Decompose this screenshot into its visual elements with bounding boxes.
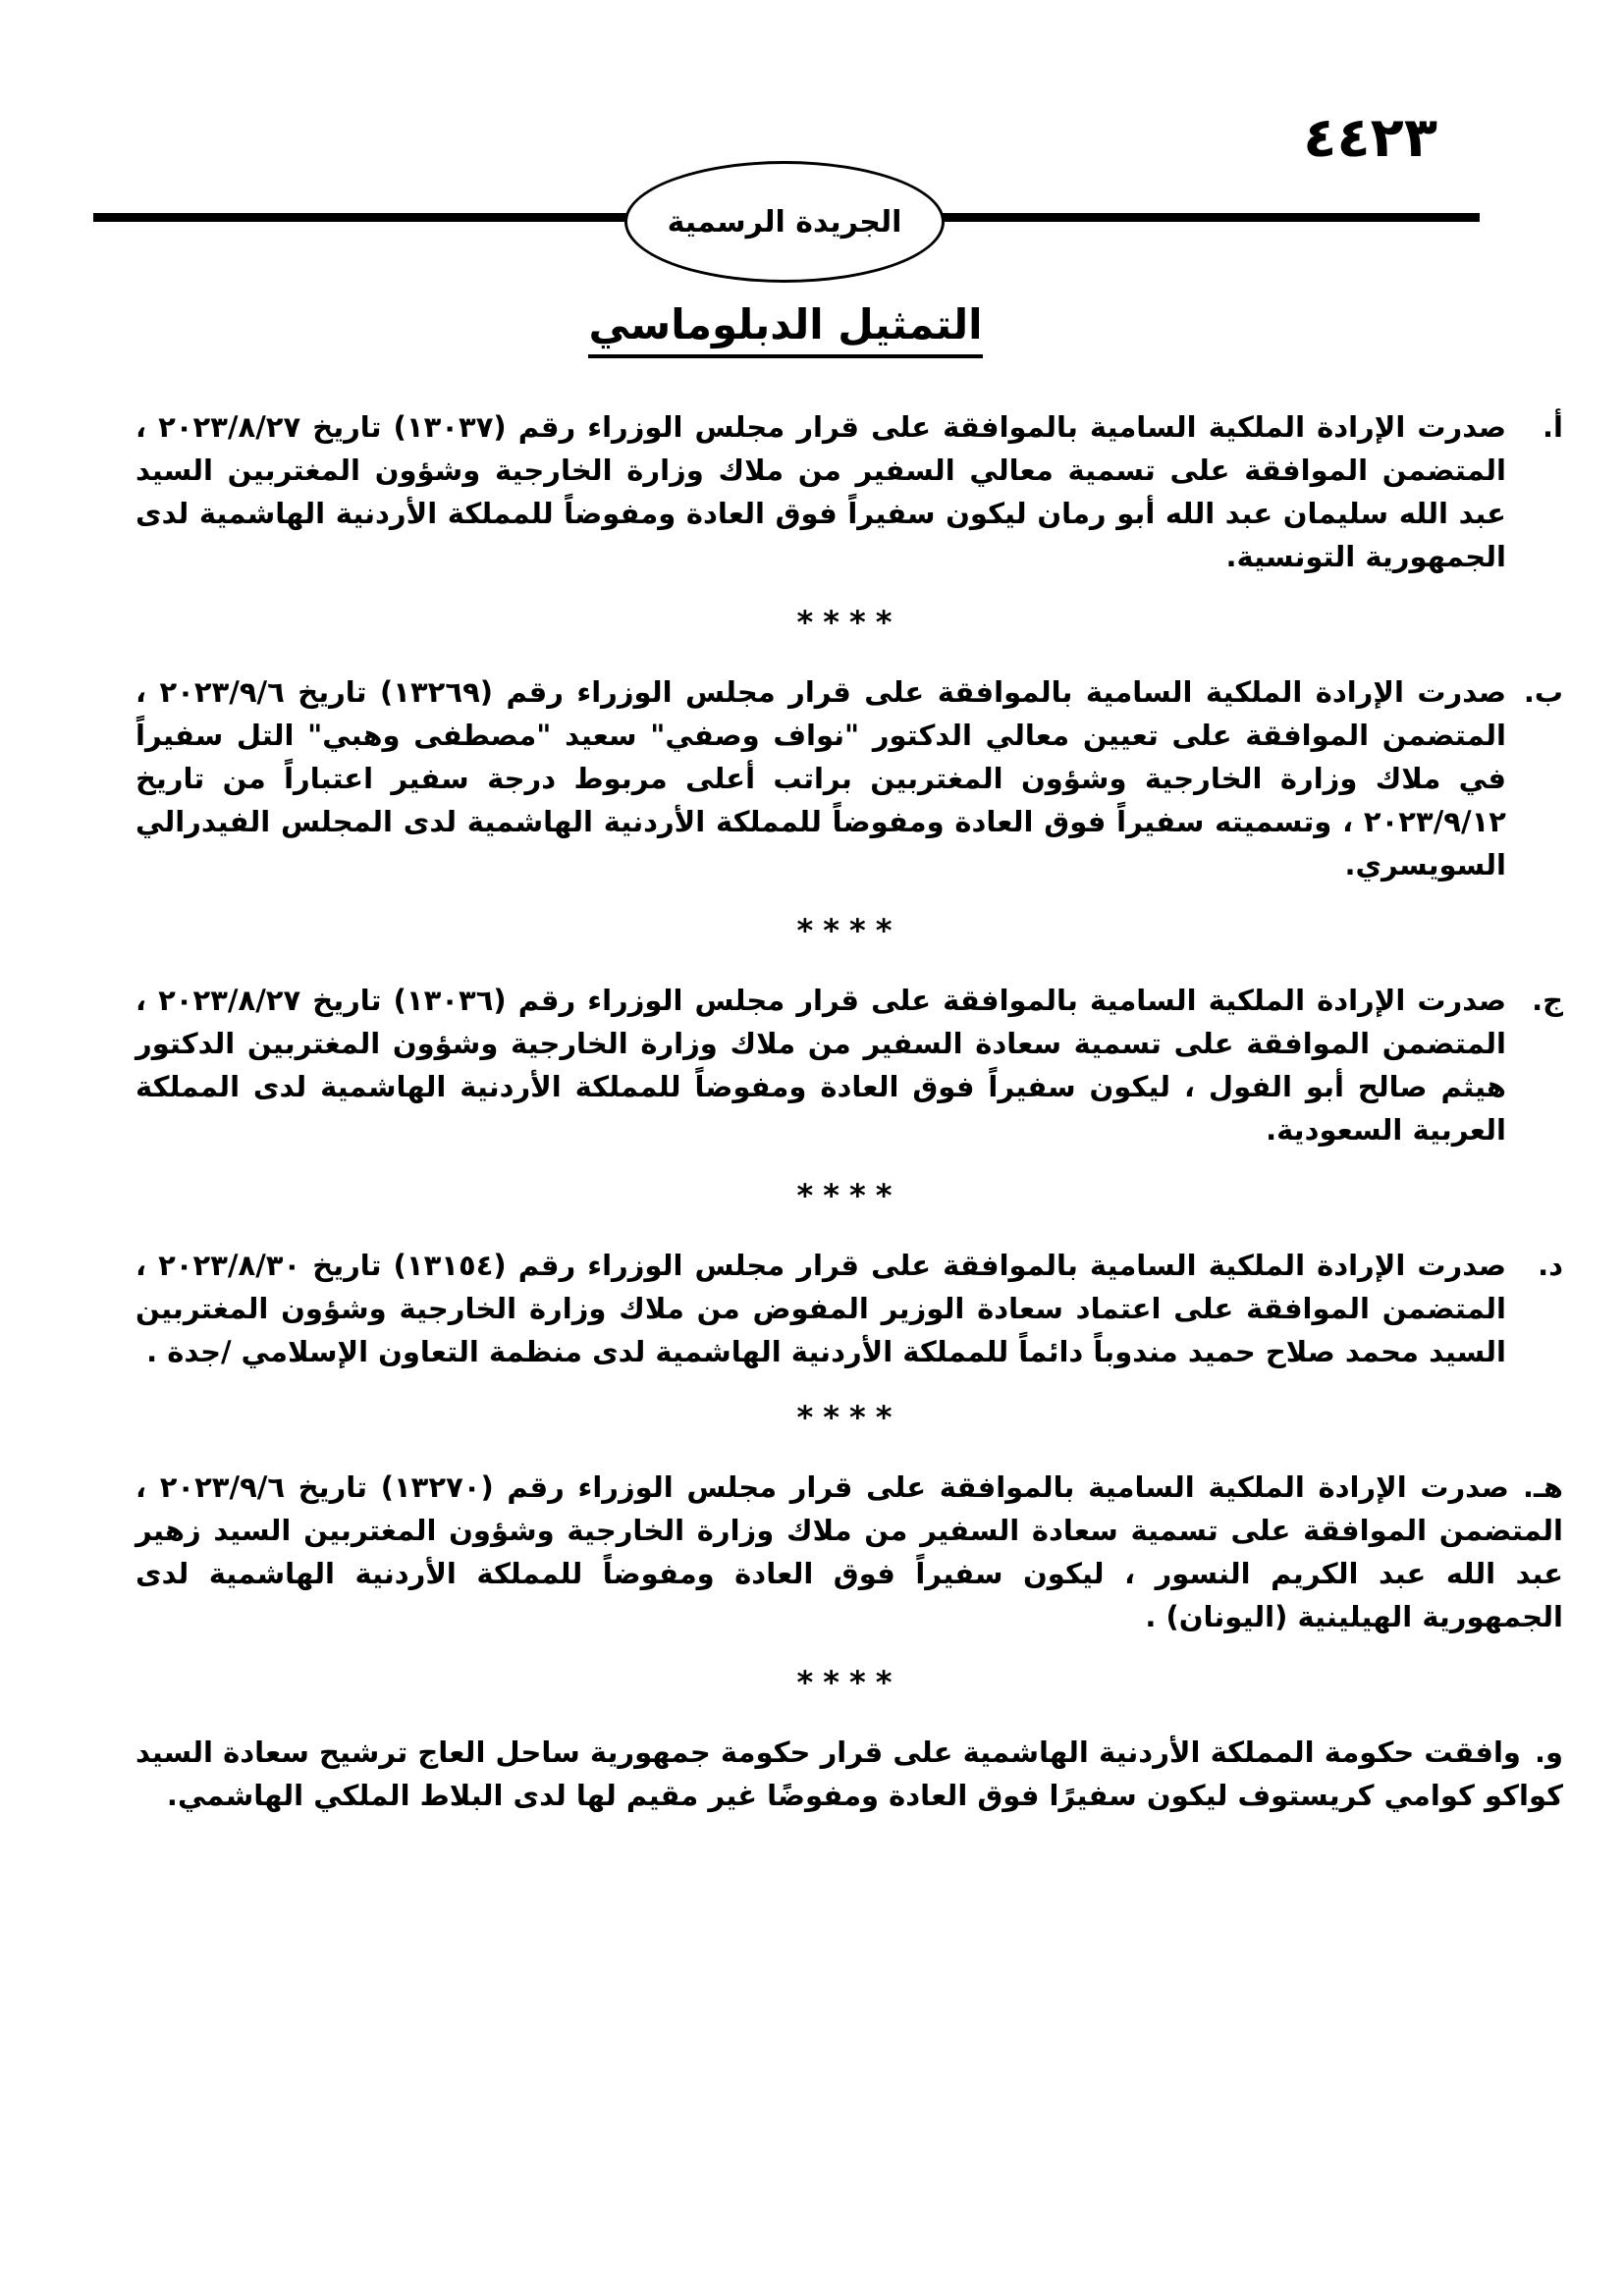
section-text: صدرت الإرادة الملكية السامية بالموافقة على قرار مجلس الوزراء رقم (١٣٠٣٦) تاريخ ٢٠٢٣/٨/٢٧ ، المتضمن الموافقة على تسمية سعادة السفير من ملاك وزارة الخارجية وشؤون المغتربين الدكتور هيثم صالح أبو الفول ، ليكون سفيراً فوق العادة ومفوضاً للمملكة الأردنية الهاشمية لدى المملكة العربية السعودية.	[135, 984, 1506, 1147]
section-separator: ****	[796, 1399, 902, 1436]
section-marker: ج.	[1532, 984, 1563, 1017]
section-marker: و.	[1534, 1735, 1563, 1769]
section-text: صدرت الإرادة الملكية السامية بالموافقة على قرار مجلس الوزراء رقم (١٣١٥٤) تاريخ ٢٠٢٣/٨/٣٠ ، المتضمن الموافقة على اعتماد سعادة الوزير المفوض من ملاك وزارة الخارجية وشؤون المغتربين السيد محمد صلاح حميد مندوباً دائماً للمملكة الأردنية الهاشمية لدى منظمة التعاون الإسلامي /جدة .	[135, 1249, 1506, 1368]
section-text: صدرت الإرادة الملكية السامية بالموافقة على قرار مجلس الوزراء رقم (١٣٢٧٠) تاريخ ٢٠٢٣/٩/٦ ، المتضمن الموافقة على تسمية سعادة السفير من ملاك وزارة الخارجية وشؤون المغتربين السيد زهير عبد الله عبد الكريم النسور ، ليكون سفيراً فوق العادة ومفوضاً للمملكة الأردنية الهاشمية لدى الجمهورية الهيلينية (اليونان) .	[135, 1470, 1563, 1633]
section-marker: أ.	[1543, 410, 1563, 444]
section-item-c	[135, 979, 1563, 1151]
section-separator: ****	[796, 912, 902, 949]
document-title: التمثيل الدبلوماسي	[588, 300, 982, 358]
section-text: صدرت الإرادة الملكية السامية بالموافقة على قرار مجلس الوزراء رقم (١٣٢٦٩) تاريخ ٢٠٢٣/٩/٦ ، المتضمن الموافقة على تعيين معالي الدكتور "نواف وصفي" سعيد "مصطفى وهبي" التل سفيراً في ملاك وزارة الخارجية وشؤون المغتربين براتب أعلى مربوط درجة سفير اعتباراً من تاريخ ٢٠٢٣/٩/١٢ ، وتسميته سفيراً فوق العادة ومفوضاً للمملكة الأردنية الهاشمية لدى المجلس الفيدرالي السويسري.	[135, 675, 1506, 881]
page-number: ٤٤٢٣	[1303, 106, 1437, 170]
section-marker: هـ.	[1522, 1470, 1563, 1504]
section-separator: ****	[796, 604, 902, 641]
section-text: صدرت الإرادة الملكية السامية بالموافقة على قرار مجلس الوزراء رقم (١٣٠٣٧) تاريخ ٢٠٢٣/٨/٢٧ ، المتضمن الموافقة على تسمية معالي السفير من ملاك وزارة الخارجية وشؤون المغتربين السيد عبد الله سليمان عبد الله أبو رمان ليكون سفيراً فوق العادة ومفوضاً للمملكة الأردنية الهاشمية لدى الجمهورية التونسية.	[135, 410, 1506, 573]
section-item-b	[135, 670, 1563, 886]
section-item-w	[135, 1731, 1563, 1817]
section-text: وافقت حكومة المملكة الأردنية الهاشمية على قرار حكومة جمهورية ساحل العاج ترشيح سعادة السيد كواكو كوامي كريستوف ليكون سفيرًا فوق العادة ومفوضًا غير مقيم لها لدى البلاط الملكي الهاشمي.	[135, 1735, 1563, 1812]
section-item-a	[135, 405, 1563, 578]
gazette-banner-label: الجريدة الرسمية	[667, 204, 902, 240]
section-marker: ب.	[1523, 675, 1563, 709]
document-body	[135, 300, 1563, 1817]
title-wrap	[135, 300, 1435, 358]
section-separator: ****	[796, 1664, 902, 1701]
section-item-d	[135, 1244, 1563, 1373]
gazette-banner	[624, 161, 945, 283]
section-separator: ****	[796, 1177, 902, 1214]
section-marker: د.	[1538, 1249, 1563, 1282]
section-item-h	[135, 1466, 1563, 1638]
